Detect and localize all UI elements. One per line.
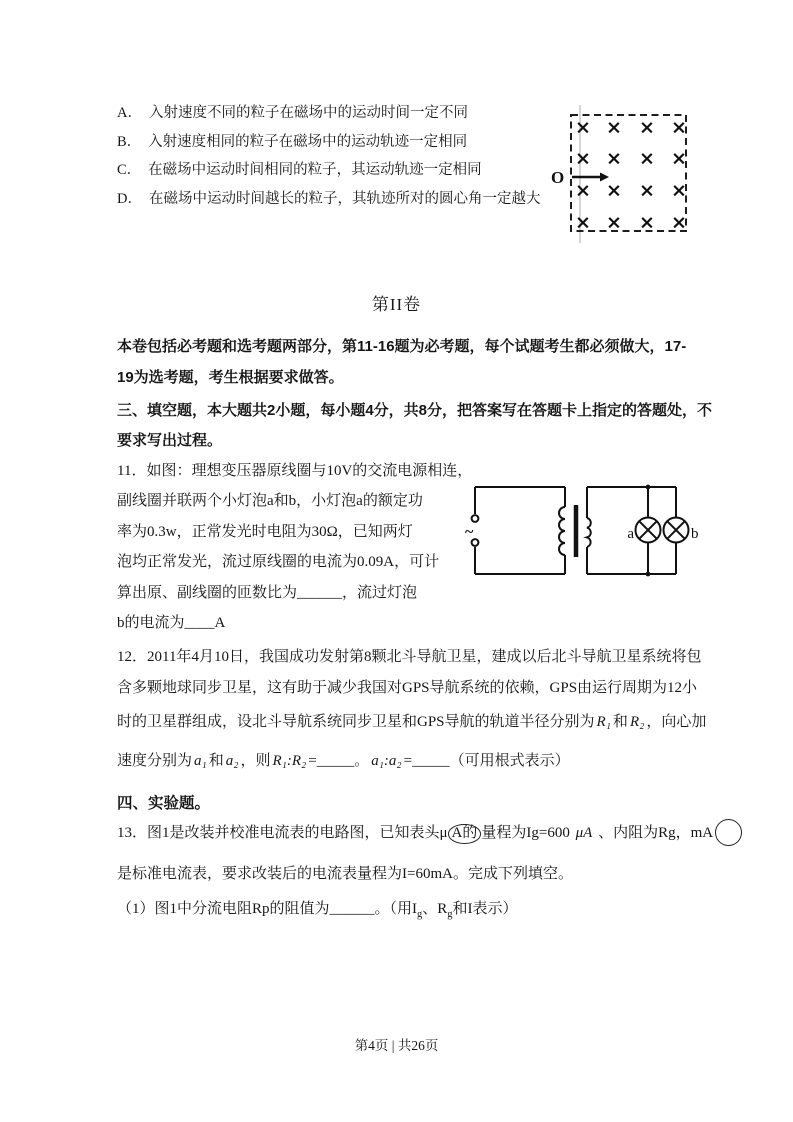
- microammeter-icon: A的: [448, 824, 482, 844]
- primary-coil: [559, 507, 565, 555]
- field-cross-icon: ×: [606, 116, 622, 139]
- q13-line3-mid: 、R: [422, 901, 448, 917]
- field-cross-icon: ×: [575, 211, 591, 234]
- field-cross-icon: ×: [575, 179, 591, 202]
- math-ratio-a: a₁:a₂: [371, 753, 402, 769]
- option-c-label: C．: [117, 162, 142, 179]
- q11-line3: 率为0.3w，正常发光时电阻为30Ω，已知两灯: [117, 523, 413, 540]
- q12-line3-post: ，向心加: [646, 714, 707, 730]
- q13-line3-post: 和I表示）: [452, 901, 518, 917]
- field-cross-icon: ×: [606, 211, 622, 234]
- field-crosses: [575, 117, 687, 234]
- option-a: [117, 99, 540, 128]
- q12-blank2: =_____: [403, 753, 450, 769]
- option-c-text: 在磁场中运动时间相同的粒子，其运动轨迹一定相同: [148, 162, 482, 179]
- field-cross-icon: ×: [671, 116, 687, 139]
- q13-line1-post: 、内阻为Rg，mA: [594, 825, 714, 841]
- q13-line3: [117, 897, 742, 920]
- transformer-circuit-diagram: [452, 473, 704, 588]
- q12-line4-note: （可用根式表示）: [449, 753, 570, 769]
- option-a-label: A．: [117, 105, 142, 121]
- section3-line2: 要求写出过程。: [117, 432, 223, 449]
- field-cross-icon: ×: [606, 147, 622, 170]
- q12-line4-mid: ，则: [240, 753, 271, 769]
- section3-line1: 三、填空题，本大题共2小题，每小题4分，共8分，把答案写在答题卡上指定的答题处，不: [117, 402, 713, 419]
- option-d-text: 在磁场中运动时间越长的粒子，其轨迹所对的圆心角一定越大: [148, 191, 541, 208]
- q13-line1-mid: 量程为Ig=600: [481, 825, 574, 841]
- field-cross-icon: ×: [639, 147, 655, 170]
- q12-line4: [117, 749, 706, 770]
- subscript-g2: g: [447, 909, 453, 920]
- math-r2: R₂: [629, 714, 645, 730]
- field-cross-icon: ×: [671, 179, 687, 202]
- q11-line4: 泡均正常发光，流过原线圈的电流为0.09A，可计: [117, 554, 440, 571]
- ac-terminal-top: [472, 515, 479, 522]
- field-cross-icon: ×: [671, 147, 687, 170]
- question10-options: [117, 99, 540, 214]
- math-ratio-r: R₁:R₂: [272, 753, 307, 769]
- q12-line3-and: 和: [612, 714, 628, 730]
- intro-line2: 19为选考题，考生根据要求做答。: [117, 368, 344, 386]
- math-r1: R₁: [596, 714, 611, 730]
- question-12: [117, 645, 706, 770]
- junction-dot-top: [646, 485, 651, 490]
- option-b-label: B．: [117, 133, 142, 150]
- option-b-text: 入射速度相同的粒子在磁场中的运动轨迹一定相同: [148, 133, 468, 150]
- field-cross-icon: ×: [575, 116, 591, 139]
- lamp-b-label: b: [691, 526, 699, 542]
- field-cross-icon: ×: [639, 211, 655, 234]
- math-a1: a₁: [194, 753, 207, 769]
- q11-line2: 副线圈并联两个小灯泡a和b，小灯泡a的额定功: [117, 493, 423, 510]
- part2-title: 第II卷: [371, 295, 422, 314]
- origin-label: O: [551, 168, 565, 187]
- q11-line5: 算出原、副线圈的匝数比为______，流过灯泡: [117, 584, 418, 601]
- q12-line1: 12．2011年4月10日，我国成功发射第8颗北斗导航卫星，建成以后北斗导航卫星系统将包: [117, 649, 702, 665]
- option-a-text: 入射速度不同的粒子在磁场中的运动时间一定不同: [148, 105, 468, 121]
- option-d-label: D．: [117, 191, 142, 208]
- question-13: [117, 819, 742, 920]
- milliammeter-icon: [715, 819, 742, 846]
- field-cross-icon: ×: [671, 211, 687, 234]
- q12-line3: [117, 710, 706, 749]
- question-11: [117, 456, 472, 638]
- subscript-g1: g: [417, 909, 423, 920]
- field-cross-icon: ×: [606, 179, 622, 202]
- part2-intro: [117, 332, 686, 393]
- q13-line1: [117, 819, 742, 862]
- q12-line2: 含多颗地球同步卫星，这有助于减少我国对GPS导航系统的依赖，GPS由运行周期为12小: [117, 680, 698, 696]
- q13-line3-text: （1）图1中分流电阻Rp的阻值为______。（用I: [117, 901, 418, 917]
- q13-line1-text: 13．图1是改装并校准电流表的电路图，已知表头μ: [117, 825, 448, 841]
- q12-line4-text: 速度分别为: [117, 753, 193, 769]
- ac-source-icon: ~: [465, 523, 474, 541]
- junction-dot-bottom: [646, 572, 651, 577]
- q11-line1: 11．如图：理想变压器原线圈与10V的交流电源相连，: [117, 463, 473, 479]
- intro-line1: 本卷包括必考题和选考题两部分，第11-16题为必考题，每个试题考生都必须做大，17-: [117, 338, 687, 355]
- magnetic-field-diagram: [550, 103, 700, 248]
- q12-line3-text: 时的卫星群组成，设北斗导航系统同步卫星和GPS导航的轨道半径分别为: [117, 714, 595, 730]
- q12-line4-and: 和: [208, 753, 224, 769]
- q12-blank1: =_____。: [308, 753, 370, 769]
- field-cross-icon: ×: [639, 116, 655, 139]
- page-footer: 第4页 | 共26页: [354, 1038, 439, 1053]
- option-c: [117, 156, 540, 185]
- lamp-a-label: a: [627, 526, 634, 542]
- field-cross-icon: ×: [575, 147, 591, 170]
- math-microampere-unit: μA: [575, 825, 593, 841]
- field-cross-icon: ×: [639, 179, 655, 202]
- math-a2: a₂: [225, 753, 239, 769]
- q11-line6: b的电流为____A: [117, 615, 226, 632]
- section4-heading: 四、实验题。: [117, 795, 211, 812]
- option-d: [117, 185, 540, 214]
- q13-line2: 是标准电流表，要求改装后的电流表量程为I=60mA。完成下列填空。: [117, 866, 573, 882]
- option-b: [117, 128, 540, 157]
- secondary-coil: [587, 518, 591, 547]
- section3-heading: [117, 396, 712, 456]
